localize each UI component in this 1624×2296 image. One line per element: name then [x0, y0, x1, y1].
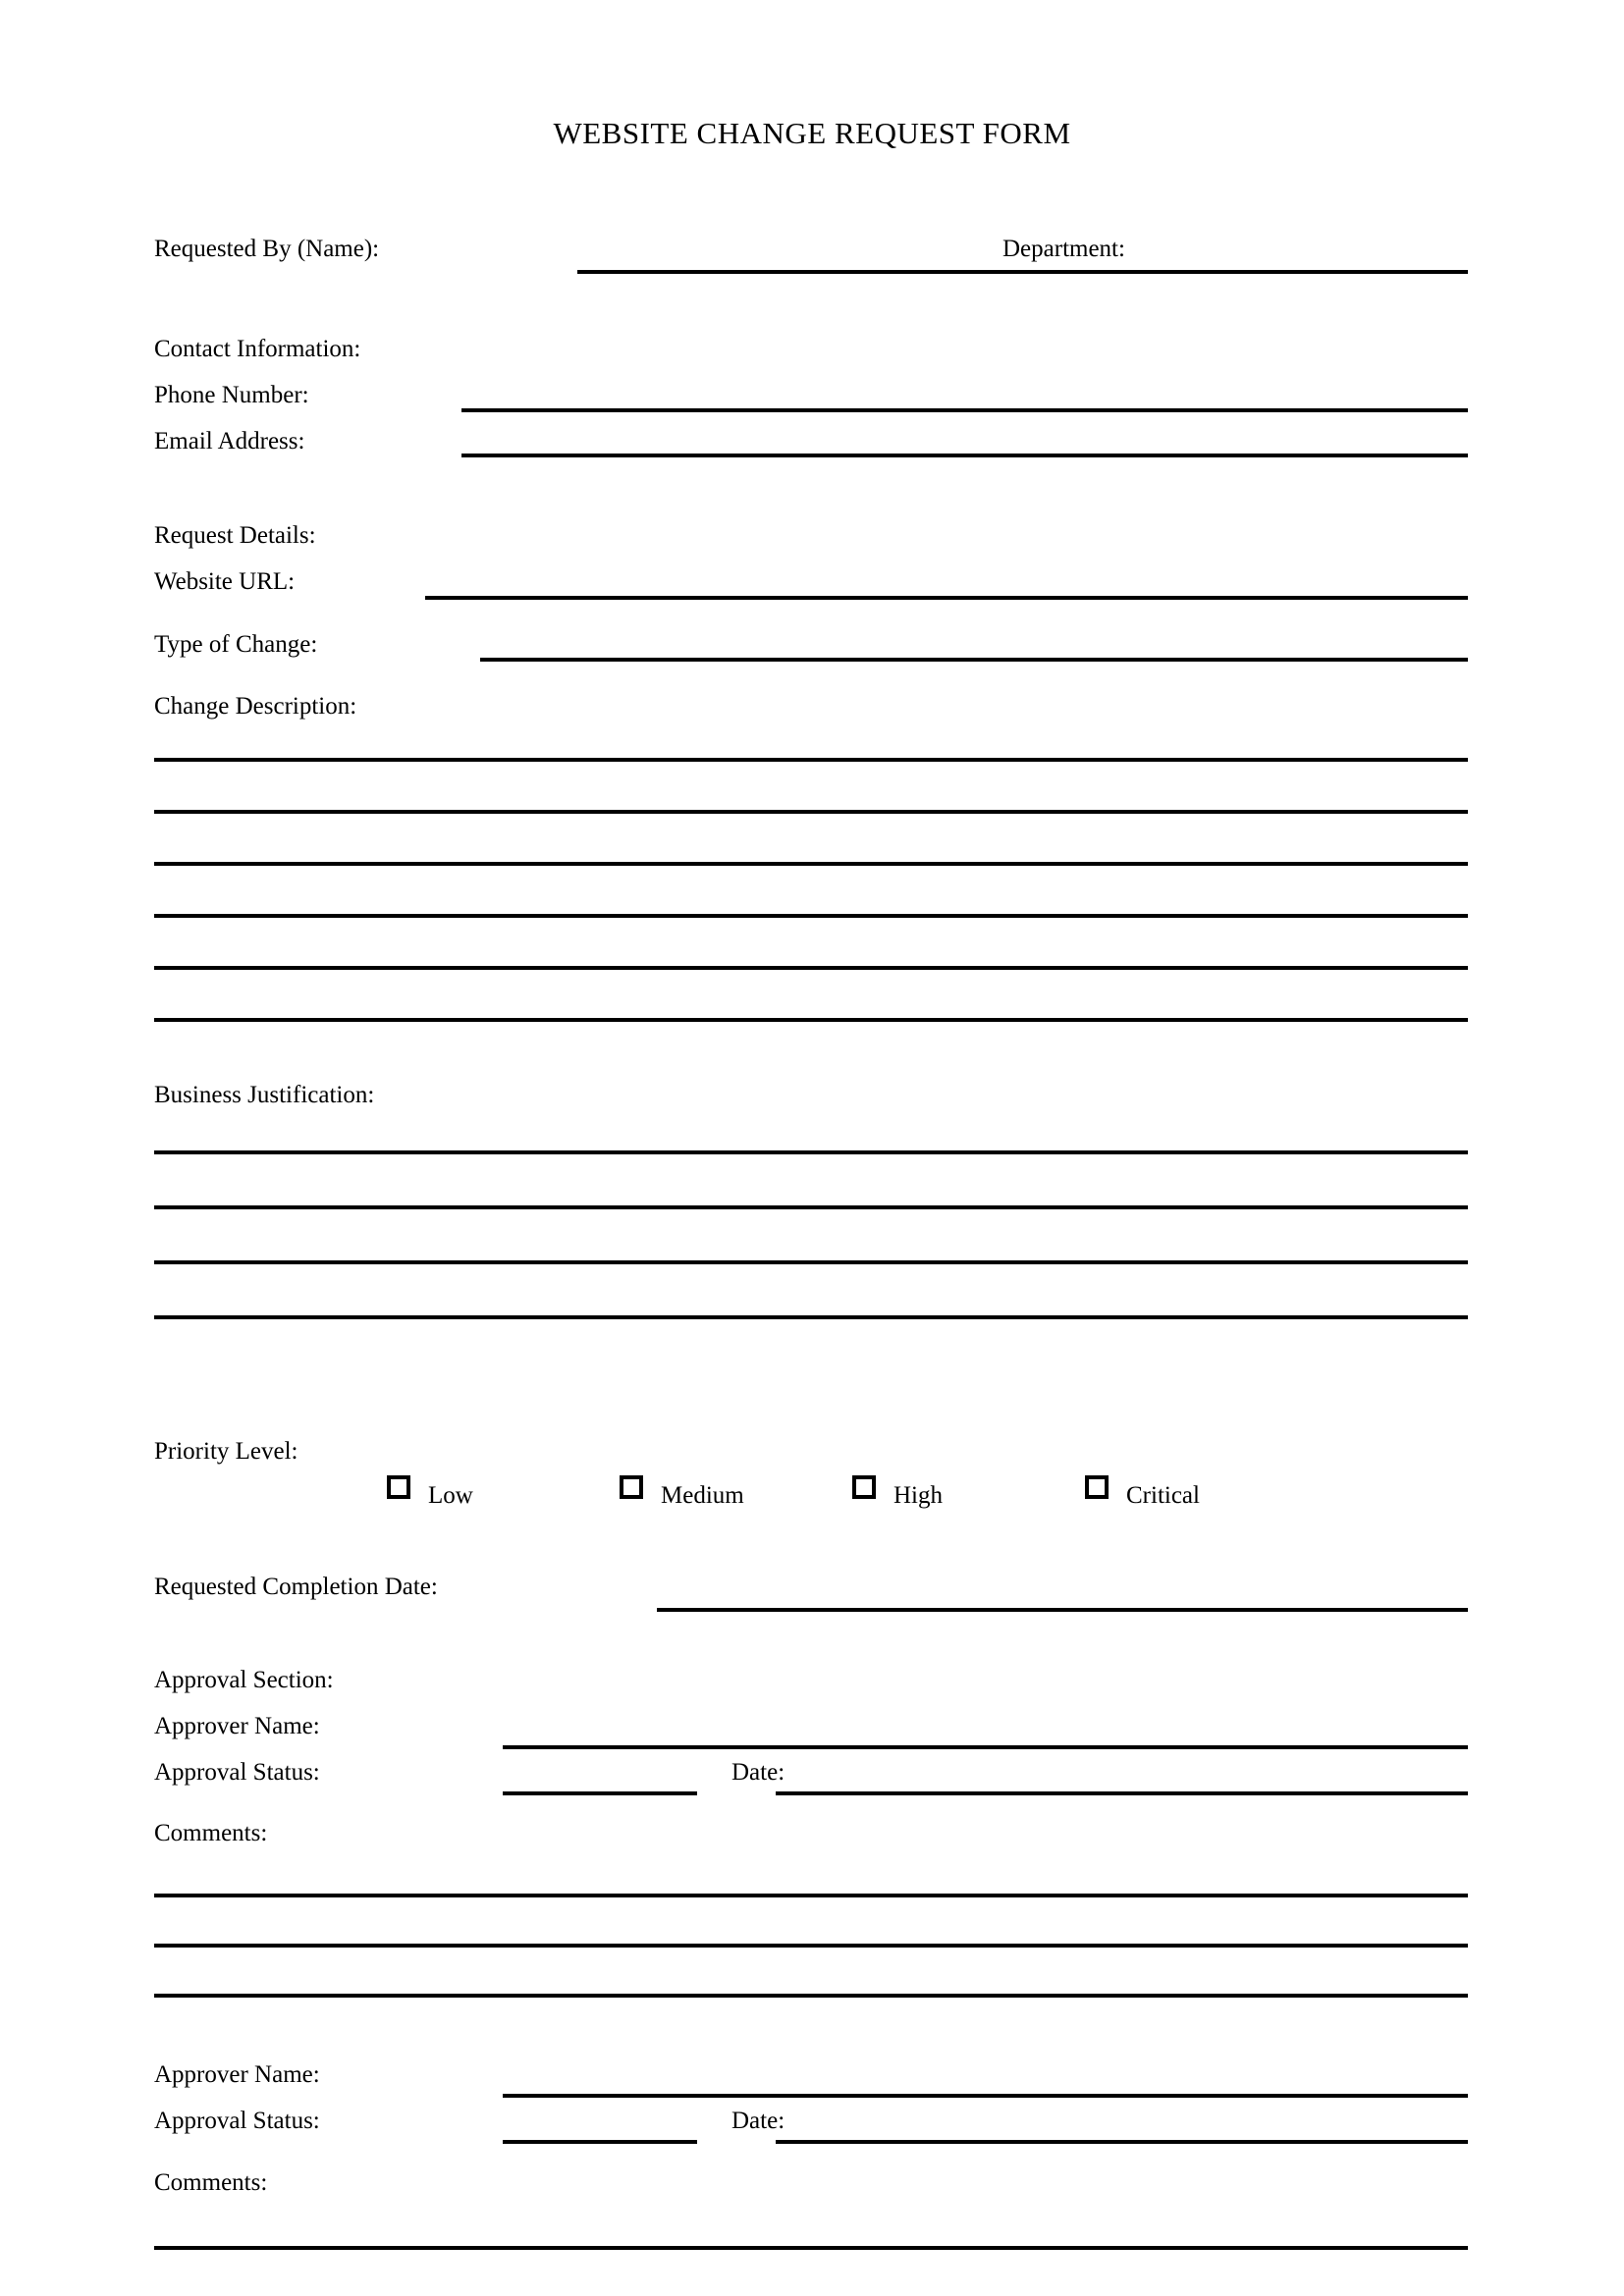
approver-2-status-input-line[interactable]	[503, 2140, 697, 2144]
approver-1-date-input-line[interactable]	[776, 1791, 1468, 1795]
approver-1-comments-line-3[interactable]	[154, 1994, 1468, 1998]
page-title: WEBSITE CHANGE REQUEST FORM	[553, 116, 1071, 150]
checkbox-priority-high[interactable]	[852, 1475, 876, 1499]
approver-2-date-input-line[interactable]	[776, 2140, 1468, 2144]
email-address-label: Email Address:	[154, 428, 305, 454]
approver-1-status-input-line[interactable]	[503, 1791, 697, 1795]
checkbox-priority-low[interactable]	[387, 1475, 410, 1499]
approver-2-name-label: Approver Name:	[154, 2061, 320, 2088]
business-justification-label: Business Justification:	[154, 1082, 375, 1108]
approver-2-date-label: Date:	[731, 2108, 785, 2134]
change-description-line-2[interactable]	[154, 810, 1468, 814]
change-description-line-1[interactable]	[154, 758, 1468, 762]
website-url-label: Website URL:	[154, 568, 296, 595]
approver-2-comments-line-1[interactable]	[154, 2246, 1468, 2250]
approver-1-date-label: Date:	[731, 1759, 785, 1786]
change-description-line-4[interactable]	[154, 914, 1468, 918]
change-description-line-3[interactable]	[154, 862, 1468, 866]
approver-1-comments-line-2[interactable]	[154, 1944, 1468, 1948]
website-url-input-line[interactable]	[425, 596, 1468, 600]
email-address-input-line[interactable]	[461, 454, 1468, 457]
change-description-line-6[interactable]	[154, 1018, 1468, 1022]
change-description-line-5[interactable]	[154, 966, 1468, 970]
approver-1-name-input-line[interactable]	[503, 1745, 1468, 1749]
phone-number-label: Phone Number:	[154, 382, 309, 408]
phone-number-input-line[interactable]	[461, 408, 1468, 412]
type-of-change-input-line[interactable]	[480, 658, 1468, 662]
requested-completion-date-label: Requested Completion Date:	[154, 1574, 438, 1600]
approval-section-label: Approval Section:	[154, 1667, 334, 1693]
checkbox-priority-medium[interactable]	[620, 1475, 643, 1499]
business-justification-line-1[interactable]	[154, 1150, 1468, 1154]
department-label: Department:	[1002, 236, 1125, 262]
business-justification-line-4[interactable]	[154, 1315, 1468, 1319]
checkbox-priority-critical[interactable]	[1085, 1475, 1109, 1499]
business-justification-line-2[interactable]	[154, 1205, 1468, 1209]
approver-1-name-label: Approver Name:	[154, 1713, 320, 1739]
approver-1-comments-line-1[interactable]	[154, 1894, 1468, 1897]
requested-by-label: Requested By (Name):	[154, 236, 380, 262]
checkbox-label-critical[interactable]: Critical	[1126, 1482, 1200, 1509]
type-of-change-label: Type of Change:	[154, 631, 318, 658]
business-justification-line-3[interactable]	[154, 1260, 1468, 1264]
approver-2-status-label: Approval Status:	[154, 2108, 320, 2134]
contact-information-label: Contact Information:	[154, 336, 361, 362]
approver-1-status-label: Approval Status:	[154, 1759, 320, 1786]
requested-by-input-line[interactable]	[577, 270, 1468, 274]
approver-2-name-input-line[interactable]	[503, 2094, 1468, 2098]
priority-level-label: Priority Level:	[154, 1438, 298, 1465]
approver-2-comments-label: Comments:	[154, 2169, 268, 2196]
requested-completion-date-input-line[interactable]	[657, 1608, 1468, 1612]
checkbox-label-medium[interactable]: Medium	[661, 1482, 744, 1509]
change-description-label: Change Description:	[154, 693, 357, 720]
checkbox-label-high[interactable]: High	[893, 1482, 943, 1509]
request-details-label: Request Details:	[154, 522, 316, 549]
approver-1-comments-label: Comments:	[154, 1820, 268, 1846]
checkbox-label-low[interactable]: Low	[428, 1482, 473, 1509]
